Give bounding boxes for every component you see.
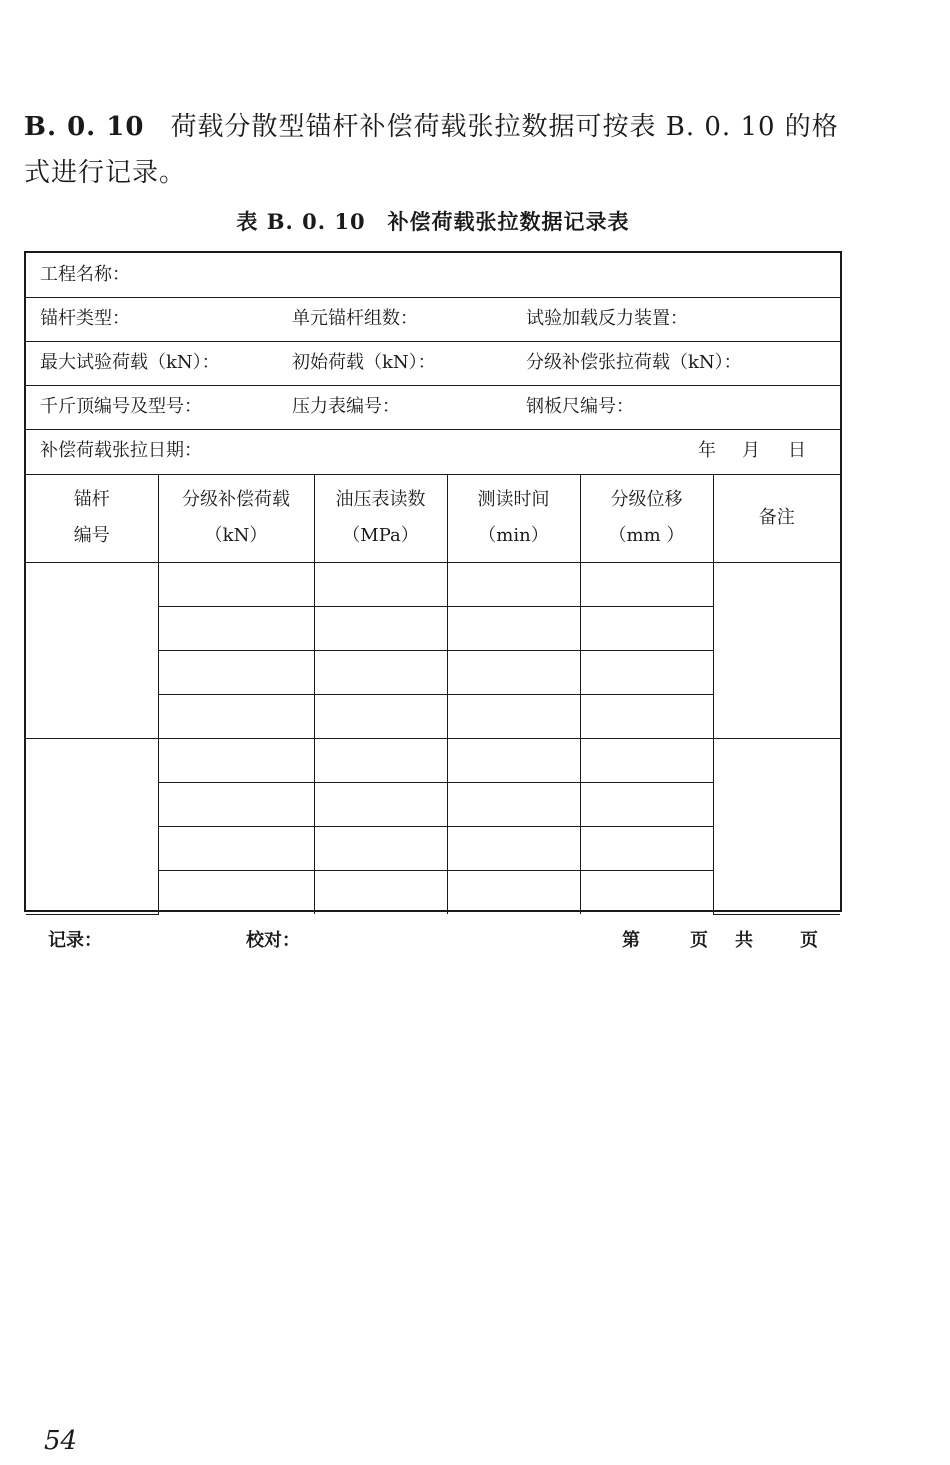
table-cell[interactable] [314, 827, 447, 871]
gauge-number-label: 压力表编号： [292, 396, 400, 417]
date-month-label: 月 [742, 440, 760, 461]
table-caption-title: 补偿荷载张拉数据记录表 [387, 209, 630, 234]
page-label-gong: 共 [735, 930, 753, 951]
anchor-type-label: 锚杆类型： [40, 308, 130, 329]
anchor-number-cell[interactable] [26, 739, 158, 915]
table-cell[interactable] [314, 563, 447, 607]
col-gauge-reading: 油压表读数 （MPa） [314, 474, 447, 563]
unit-group-count-label: 单元锚杆组数： [292, 308, 418, 329]
table-cell[interactable] [447, 607, 580, 651]
table-cell[interactable] [158, 871, 314, 915]
form-row-date [26, 429, 840, 475]
table-header-row [26, 474, 840, 563]
form-row-project [26, 253, 840, 298]
table-cell[interactable] [314, 651, 447, 695]
table-cell[interactable] [158, 607, 314, 651]
anchor-number-cell[interactable] [26, 563, 158, 739]
max-test-load-label: 最大试验荷载（kN）： [40, 352, 220, 373]
table-cell[interactable] [580, 695, 713, 739]
table-cell[interactable] [158, 563, 314, 607]
table-caption-number: 表 B. 0. 10 [236, 209, 366, 234]
date-day-label: 日 [788, 440, 806, 461]
data-table [26, 474, 840, 915]
table-cell[interactable] [580, 871, 713, 915]
col-anchor-number: 锚杆 编号 [26, 474, 158, 563]
page-label-ye: 页 [690, 930, 708, 951]
table-caption [0, 206, 866, 236]
remarks-cell[interactable] [713, 739, 840, 915]
page-label-ye-total: 页 [800, 930, 818, 951]
table-cell[interactable] [447, 651, 580, 695]
table-cell[interactable] [158, 651, 314, 695]
record-label: 记录： [48, 930, 102, 951]
table-cell[interactable] [158, 695, 314, 739]
reaction-device-label: 试验加载反力装置： [526, 308, 688, 329]
table-cell[interactable] [447, 827, 580, 871]
record-form [24, 251, 842, 912]
date-year-label: 年 [698, 440, 716, 461]
table-cell[interactable] [314, 695, 447, 739]
jack-number-label: 千斤顶编号及型号： [40, 396, 202, 417]
table-cell[interactable] [314, 871, 447, 915]
project-name-label: 工程名称： [40, 264, 130, 285]
table-cell[interactable] [447, 783, 580, 827]
table-cell[interactable] [580, 827, 713, 871]
table-cell[interactable] [314, 739, 447, 783]
table-cell[interactable] [447, 563, 580, 607]
table-cell[interactable] [580, 783, 713, 827]
tension-date-label: 补偿荷载张拉日期： [40, 440, 202, 461]
clause-number: B. 0. 10 [24, 112, 145, 142]
remarks-cell[interactable] [713, 563, 840, 739]
table-cell[interactable] [447, 871, 580, 915]
table-row [26, 563, 840, 607]
clause-text: 荷载分散型锚杆补偿荷载张拉数据可按表 B. 0. 10 的格式进行记录。 [24, 112, 839, 188]
table-cell[interactable] [314, 607, 447, 651]
table-cell[interactable] [158, 739, 314, 783]
col-read-time: 测读时间 （min） [447, 474, 580, 563]
table-cell[interactable] [580, 739, 713, 783]
graded-tension-load-label: 分级补偿张拉荷载（kN）： [526, 352, 742, 373]
form-row-equipment [26, 385, 840, 430]
clause-paragraph [24, 104, 854, 196]
form-row-anchor [26, 297, 840, 342]
page-label-di: 第 [622, 930, 640, 951]
check-label: 校对： [246, 930, 300, 951]
table-cell[interactable] [580, 563, 713, 607]
table-cell[interactable] [314, 783, 447, 827]
table-cell[interactable] [447, 739, 580, 783]
table-cell[interactable] [447, 695, 580, 739]
table-row [26, 739, 840, 783]
page-number: 54 [44, 1426, 78, 1456]
table-cell[interactable] [580, 651, 713, 695]
table-cell[interactable] [580, 607, 713, 651]
table-cell[interactable] [158, 827, 314, 871]
steel-ruler-number-label: 钢板尺编号： [526, 396, 634, 417]
initial-load-label: 初始荷载（kN）： [292, 352, 436, 373]
form-footer [0, 926, 950, 956]
table-cell[interactable] [158, 783, 314, 827]
col-graded-displacement: 分级位移 （mm ） [580, 474, 713, 563]
form-row-loads [26, 341, 840, 386]
col-graded-load: 分级补偿荷载 （kN） [158, 474, 314, 563]
col-remarks: 备注 [713, 474, 840, 563]
